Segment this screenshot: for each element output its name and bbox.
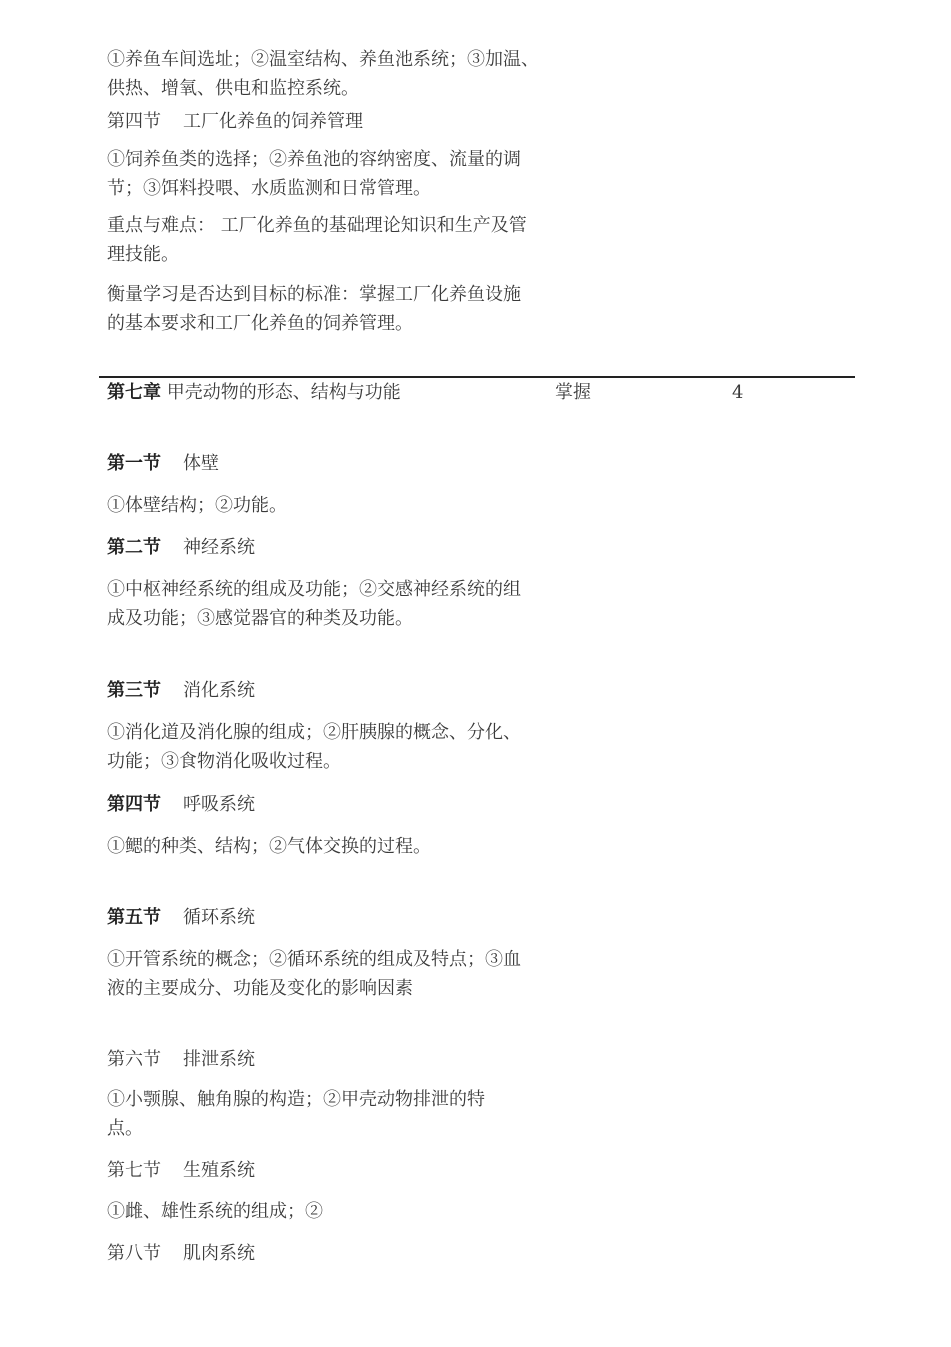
- section-heading: [107, 1239, 539, 1268]
- section-title: 循环系统: [183, 907, 255, 928]
- section-content: ①中枢神经系统的组成及功能；②交感神经系统的组成及功能；③感觉器官的种类及功能。: [107, 579, 521, 629]
- section-heading: [107, 533, 539, 562]
- section-heading: [107, 903, 539, 932]
- section-content: ①开管系统的概念；②循环系统的组成及特点；③血液的主要成分、功能及变化的影响因素: [107, 949, 521, 999]
- section-title: 生殖系统: [183, 1160, 255, 1181]
- section-heading: [107, 449, 539, 478]
- section-label: 第八节: [107, 1243, 161, 1264]
- section-content: ①鳃的种类、结构；②气体交换的过程。: [107, 836, 431, 857]
- section-title: 神经系统: [183, 537, 255, 558]
- section-title: 消化系统: [183, 680, 255, 701]
- section-content: ①雌、雄性系统的组成；②: [107, 1201, 323, 1222]
- section-label: 第三节: [107, 680, 161, 701]
- section-content: ①小颚腺、触角腺的构造；②甲壳动物排泄的特点。: [107, 1089, 485, 1139]
- section-label: 第四节: [107, 111, 161, 132]
- section-heading: [107, 1045, 539, 1074]
- section-label: 第六节: [107, 1049, 161, 1070]
- paragraph-standard: 衡量学习是否达到目标的标准：掌握工厂化养鱼设施的基本要求和工厂化养鱼的饲养管理。: [107, 284, 521, 334]
- section-label: 第一节: [107, 453, 161, 474]
- section-title: 排泄系统: [183, 1049, 255, 1070]
- paragraph-facility-items: ①养鱼车间选址；②温室结构、养鱼池系统；③加温、供热、增氧、供电和监控系统。: [107, 49, 539, 99]
- paragraph-key-points: 重点与难点： 工厂化养鱼的基础理论知识和生产及管理技能。: [107, 215, 527, 265]
- section-title: 工厂化养鱼的饲养管理: [183, 111, 363, 132]
- section-heading: [107, 107, 539, 136]
- chapter-title: [107, 378, 401, 407]
- section-label: 第二节: [107, 537, 161, 558]
- chapter-label: 第七章: [107, 382, 161, 403]
- section-title: 肌肉系统: [183, 1243, 255, 1264]
- section-title: 呼吸系统: [183, 794, 255, 815]
- section-label: 第四节: [107, 794, 161, 815]
- section-heading: [107, 790, 539, 819]
- section-heading: [107, 1156, 539, 1185]
- chapter-title-text: 甲壳动物的形态、结构与功能: [166, 382, 401, 403]
- section-heading: [107, 676, 539, 705]
- section-title: 体壁: [183, 453, 219, 474]
- section-content: ①体壁结构；②功能。: [107, 495, 287, 516]
- section-label: 第五节: [107, 907, 161, 928]
- chapter-hours: 4: [732, 382, 744, 403]
- chapter-requirement: 掌握: [555, 382, 591, 403]
- paragraph-management-items: ①饲养鱼类的选择；②养鱼池的容纳密度、流量的调节；③饵料投喂、水质监测和日常管理。: [107, 149, 521, 199]
- section-label: 第七节: [107, 1160, 161, 1181]
- section-content: ①消化道及消化腺的组成；②肝胰腺的概念、分化、功能；③食物消化吸收过程。: [107, 722, 521, 772]
